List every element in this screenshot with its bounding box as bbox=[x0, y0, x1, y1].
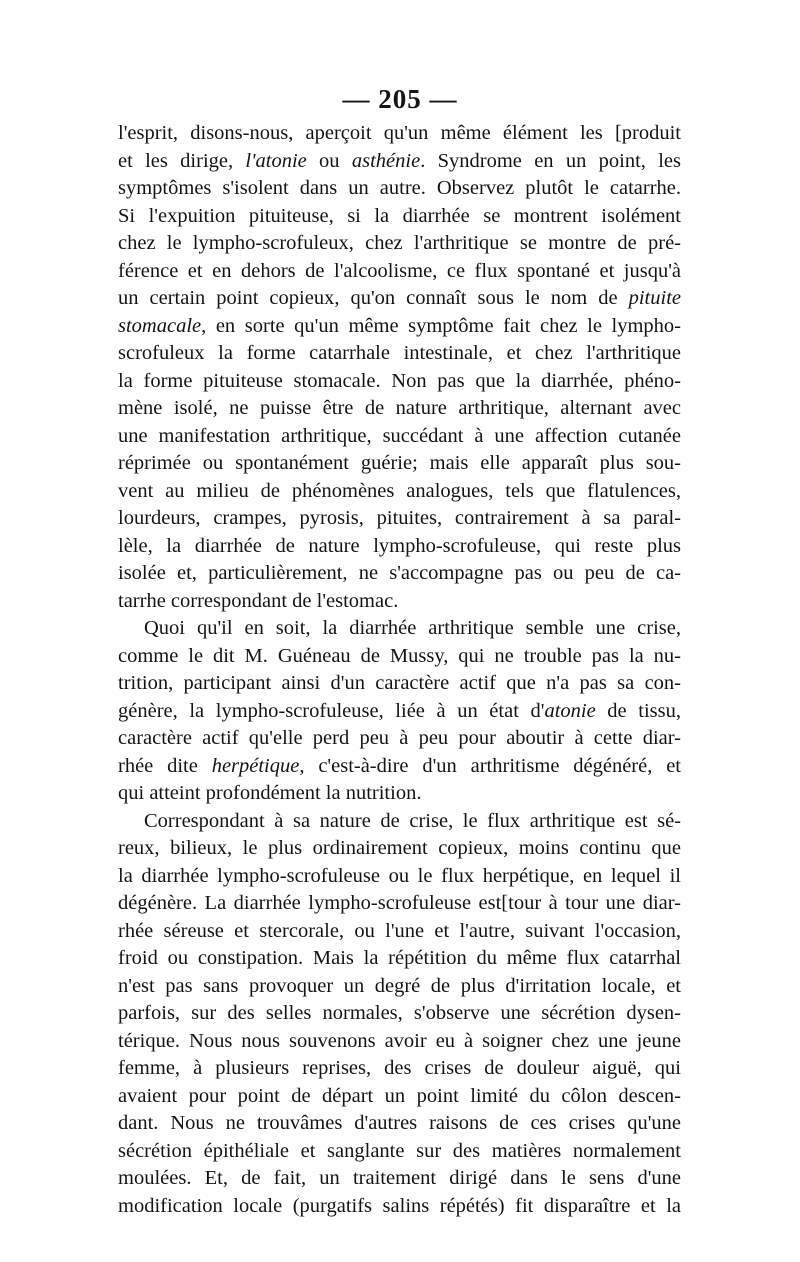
text-run: modification locale (purgatifs salins répétés) fit disparaître et la bbox=[118, 1194, 681, 1217]
text-line bbox=[118, 148, 681, 176]
text-run: avaient pour point de départ un point limité du côlon descen- bbox=[118, 1084, 681, 1107]
text-line bbox=[118, 478, 681, 506]
text-line bbox=[118, 230, 681, 258]
text-line bbox=[118, 505, 681, 533]
text-line bbox=[118, 285, 681, 313]
text-run: . Syndrome en un point, les bbox=[420, 149, 681, 172]
text-line bbox=[118, 1165, 681, 1193]
text-line bbox=[118, 1028, 681, 1056]
text-line bbox=[118, 1110, 681, 1138]
text-line bbox=[118, 175, 681, 203]
text-run: un certain point copieux, qu'on connaît sous le nom de bbox=[118, 287, 629, 309]
text-run: vent au milieu de phénomènes analogues, tels que flatulences, bbox=[118, 479, 681, 502]
text-run: la forme pituiteuse stomacale. Non pas que la diarrhée, phéno- bbox=[118, 369, 681, 392]
text-line bbox=[118, 588, 681, 616]
text-run: parfois, sur des selles normales, s'observe une sécrétion dysen- bbox=[118, 1002, 681, 1024]
text-line bbox=[118, 945, 681, 973]
text-run: , c'est-à-dire d'un arthritisme dégénéré, et bbox=[299, 754, 681, 777]
text-run: sécrétion épithéliale et sanglante sur des matières normalement bbox=[118, 1139, 681, 1162]
body-text bbox=[118, 120, 681, 1220]
text-run: reux, bilieux, le plus ordinairement copieux, moins continu que bbox=[118, 837, 681, 859]
text-run: la diarrhée lympho-scrofuleuse ou le flux herpétique, en lequel il bbox=[118, 864, 681, 887]
italic-term: stomacale bbox=[118, 314, 202, 337]
text-run: froid ou constipation. Mais la répétition du même flux catarrhal bbox=[118, 947, 681, 969]
text-line bbox=[118, 368, 681, 396]
text-run: rhée dite bbox=[118, 754, 212, 777]
text-run: caractère actif qu'elle perd peu à peu pour aboutir à cette diar- bbox=[118, 727, 681, 749]
text-line bbox=[118, 258, 681, 286]
text-line bbox=[118, 725, 681, 753]
text-line bbox=[118, 203, 681, 231]
text-run: chez le lympho-scrofuleux, chez l'arthritique se montre de pré- bbox=[118, 232, 681, 254]
text-line bbox=[118, 423, 681, 451]
text-run: Correspondant à sa nature de crise, le flux arthritique est sé- bbox=[144, 809, 681, 832]
text-run: comme le dit M. Guéneau de Mussy, qui ne trouble pas la nu- bbox=[118, 644, 681, 667]
text-run: dégénère. La diarrhée lympho-scrofuleuse est[tour à tour une diar- bbox=[118, 892, 681, 914]
text-line bbox=[118, 808, 681, 836]
text-line bbox=[118, 973, 681, 1001]
text-line bbox=[118, 863, 681, 891]
page-number: — 205 — bbox=[342, 84, 458, 114]
text-run: et les dirige, bbox=[118, 149, 246, 172]
text-run: qui atteint profondément la nutrition. bbox=[118, 782, 422, 804]
italic-term: herpétique bbox=[211, 754, 300, 777]
text-run: , en sorte qu'un même symptôme fait chez le lympho- bbox=[201, 314, 681, 337]
text-run: lèle, la diarrhée de nature lympho-scrofuleuse, qui reste plus bbox=[118, 534, 681, 557]
text-line bbox=[118, 1083, 681, 1111]
text-line bbox=[118, 1000, 681, 1028]
text-line bbox=[118, 533, 681, 561]
text-run: rhée séreuse et stercorale, ou l'une et l'autre, suivant l'occasion, bbox=[118, 919, 681, 942]
text-run: férence et en dehors de l'alcoolisme, ce flux spontané et jusqu'à bbox=[118, 259, 681, 282]
text-line bbox=[118, 450, 681, 478]
text-run: tarrhe correspondant de l'estomac. bbox=[118, 589, 399, 612]
text-line bbox=[118, 670, 681, 698]
text-line bbox=[118, 120, 681, 148]
text-line bbox=[118, 395, 681, 423]
text-run: femme, à plusieurs reprises, des crises de douleur aiguë, qui bbox=[118, 1057, 681, 1079]
text-run: térique. Nous nous souvenons avoir eu à soigner chez une jeune bbox=[118, 1029, 681, 1052]
text-run: mène isolé, ne puisse être de nature arthritique, alternant avec bbox=[118, 397, 681, 419]
text-line bbox=[118, 780, 681, 808]
text-run: l'esprit, disons-nous, aperçoit qu'un même élément les [produit bbox=[118, 122, 681, 144]
text-line bbox=[118, 1193, 681, 1221]
text-line bbox=[118, 560, 681, 588]
text-run: réprimée ou spontanément guérie; mais elle apparaît plus sou- bbox=[118, 452, 681, 474]
text-line bbox=[118, 918, 681, 946]
text-run: de tissu, bbox=[595, 699, 681, 722]
text-run: trition, participant ainsi d'un caractère actif que n'a pas sa con- bbox=[118, 672, 681, 694]
text-run: symptômes s'isolent dans un autre. Observez plutôt le catarrhe. bbox=[118, 177, 681, 199]
text-run: lourdeurs, crampes, pyrosis, pituites, contrairement à sa paral- bbox=[118, 507, 681, 529]
text-line bbox=[118, 1055, 681, 1083]
italic-term: pituite bbox=[628, 287, 681, 309]
text-run: Quoi qu'il en soit, la diarrhée arthritique semble une crise, bbox=[144, 617, 681, 639]
italic-term: asthénie bbox=[351, 149, 421, 172]
text-run: une manifestation arthritique, succédant à une affection cutanée bbox=[118, 424, 681, 447]
text-run: Si l'expuition pituiteuse, si la diarrhée se montrent isolément bbox=[118, 204, 681, 227]
text-line bbox=[118, 615, 681, 643]
text-line bbox=[118, 890, 681, 918]
text-run: ou bbox=[306, 149, 352, 172]
text-run: moulées. Et, de fait, un traitement dirigé dans le sens d'une bbox=[118, 1167, 681, 1189]
text-line bbox=[118, 313, 681, 341]
italic-term: l'atonie bbox=[245, 149, 307, 172]
text-line bbox=[118, 698, 681, 726]
text-line bbox=[118, 835, 681, 863]
text-run: scrofuleux la forme catarrhale intestinale, et chez l'arthritique bbox=[118, 342, 681, 364]
text-run: génère, la lympho-scrofuleuse, liée à un état d' bbox=[118, 699, 545, 722]
text-line bbox=[118, 643, 681, 671]
text-run: n'est pas sans provoquer un degré de plus d'irritation locale, et bbox=[118, 974, 681, 997]
text-run: isolée et, particulièrement, ne s'accompagne pas ou peu de ca- bbox=[118, 562, 681, 584]
text-line bbox=[118, 340, 681, 368]
text-line bbox=[118, 753, 681, 781]
text-line bbox=[118, 1138, 681, 1166]
text-run: dant. Nous ne trouvâmes d'autres raisons de ces crises qu'une bbox=[118, 1112, 681, 1134]
italic-term: atonie bbox=[544, 699, 596, 722]
